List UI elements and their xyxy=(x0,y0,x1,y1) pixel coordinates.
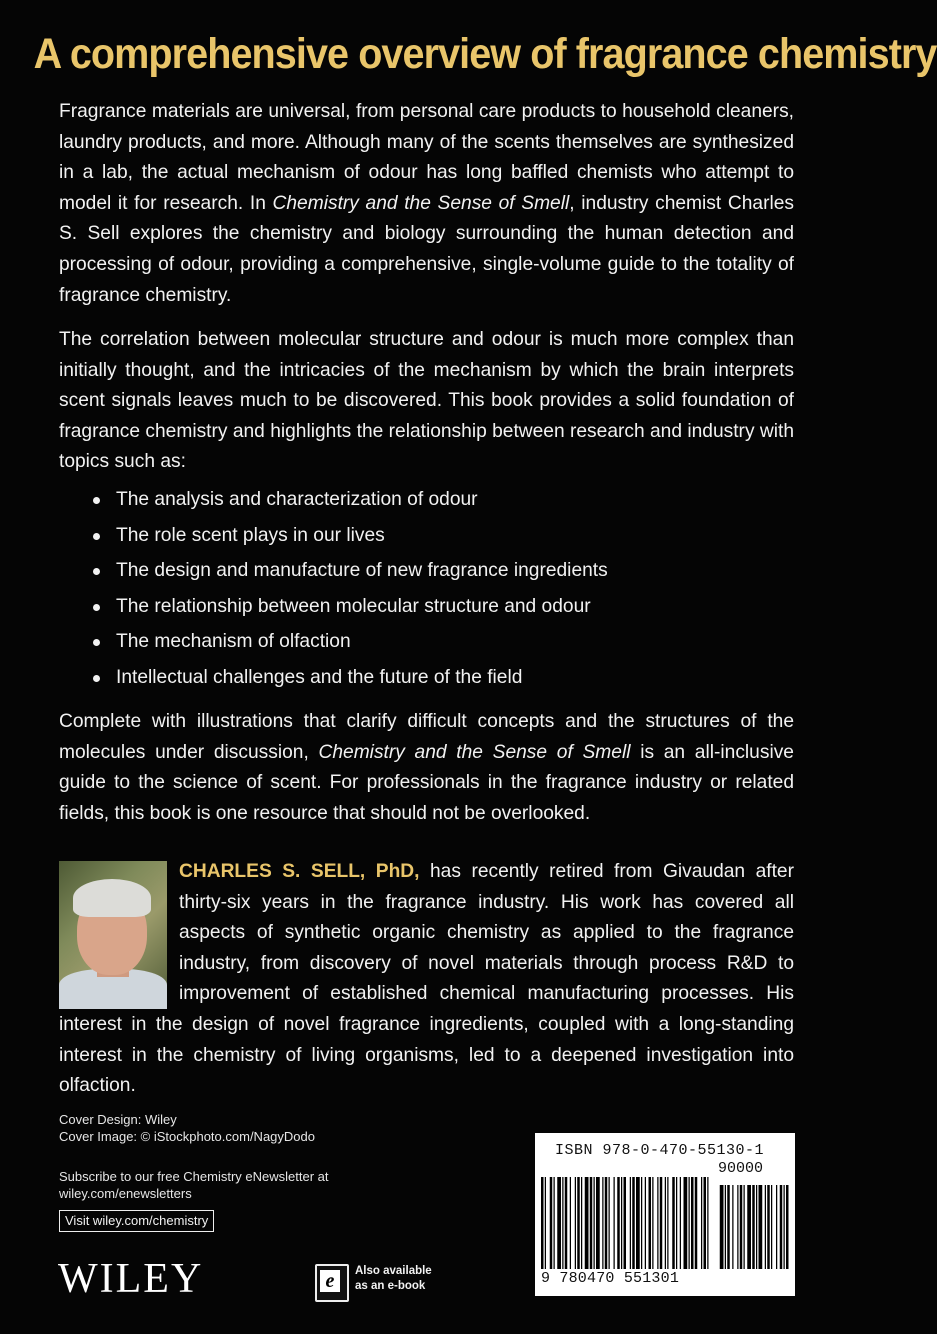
topic-text: The design and manufacture of new fragrance ingredients xyxy=(116,560,608,582)
paragraph-3-text-a: Complete with illustrations that clarify difficult concepts and the structures of the molecules under discussion, xyxy=(59,711,794,763)
addon-bar xyxy=(786,1185,789,1269)
addon-bar xyxy=(784,1185,785,1269)
addon-bar xyxy=(780,1185,783,1269)
author-bio-text: has recently retired from Givaudan after thirty-six years in the fragrance industry. His work has covered all aspects of synthetic organic chemistry as applied to the fragrance industry, from discovery of novel materials through process R&D to improvement of established chemical manufacturing processes. His interest in the design of novel fragrance ingredients, coupled with a long-standing interest in the chemistry of living organisms, led to a deepened investigation into olfaction. xyxy=(59,861,794,1097)
barcode-bar xyxy=(676,1177,677,1269)
bullet-icon xyxy=(93,533,100,540)
barcode-bar xyxy=(550,1177,553,1269)
barcode-bar xyxy=(554,1177,555,1269)
author-photo xyxy=(59,861,167,997)
addon-bar xyxy=(727,1185,730,1269)
barcode-bar xyxy=(575,1177,576,1269)
barcode-bar xyxy=(590,1177,593,1269)
bullet-icon xyxy=(93,639,100,646)
barcode-bar xyxy=(614,1177,615,1269)
barcode-bar xyxy=(585,1177,589,1269)
barcode-bar xyxy=(704,1177,707,1269)
ebook-notice-line-1: Also available xyxy=(355,1265,432,1277)
topic-item xyxy=(92,553,792,589)
paragraph-1-text-a: Fragrance materials are universal, from personal care products to household cleaners, laundry products, and more. Although many of the scents themselves are synthesized in a lab, the actual mechanism of odour has long baffled chemists who attempt to model it for research. In xyxy=(59,101,794,214)
barcode-bar xyxy=(665,1177,666,1269)
addon-bar xyxy=(744,1185,745,1269)
author-name: CHARLES S. SELL, PhD, xyxy=(179,861,420,882)
topics-list xyxy=(92,482,792,696)
addon-bar xyxy=(759,1185,763,1269)
isbn-number: ISBN 978-0-470-55130-1 xyxy=(555,1142,765,1159)
addon-bar xyxy=(740,1185,743,1269)
book-title-italic: Chemistry and the Sense of Smell xyxy=(272,192,570,214)
barcode-bar xyxy=(541,1177,544,1269)
ebook-icon-letter: e xyxy=(320,1270,340,1292)
barcode-bar xyxy=(636,1177,640,1269)
barcode-digits: 9 780470 551301 xyxy=(541,1270,680,1287)
barcode-bar xyxy=(649,1177,652,1269)
topic-item xyxy=(92,482,792,518)
barcode-bar xyxy=(645,1177,646,1269)
cover-design-credit: Cover Design: Wiley xyxy=(59,1112,177,1127)
barcode-bar xyxy=(602,1177,603,1269)
newsletter-line-1: Subscribe to our free Chemistry eNewsletter at xyxy=(59,1169,329,1184)
topic-item xyxy=(92,518,792,554)
addon-bar xyxy=(747,1185,751,1269)
bullet-icon xyxy=(93,497,100,504)
barcode-bar xyxy=(684,1177,688,1269)
barcode-bar xyxy=(596,1177,600,1269)
barcode-bar xyxy=(689,1177,690,1269)
ebook-notice-line-2: as an e-book xyxy=(355,1280,426,1292)
topic-item xyxy=(92,660,792,696)
barcode-bar xyxy=(680,1177,681,1269)
addon-bar xyxy=(756,1185,757,1269)
topic-text: The analysis and characterization of odour xyxy=(116,489,478,510)
topic-item xyxy=(92,624,792,660)
barcode-bars xyxy=(541,1177,789,1269)
barcode-bar xyxy=(652,1177,653,1269)
bullet-icon xyxy=(93,604,100,611)
book-title-italic: Chemistry and the Sense of Smell xyxy=(318,741,631,763)
barcode-bar xyxy=(605,1177,608,1269)
barcode-bar xyxy=(660,1177,663,1269)
barcode-bar xyxy=(565,1177,568,1269)
barcode-bar xyxy=(695,1177,698,1269)
barcode-bar xyxy=(577,1177,580,1269)
price-addon-code: 90000 xyxy=(718,1160,764,1177)
addon-bar xyxy=(776,1185,777,1269)
topic-text: The mechanism of olfaction xyxy=(116,631,351,653)
newsletter-link[interactable]: wiley.com/enewsletters xyxy=(59,1186,192,1201)
barcode-bar xyxy=(609,1177,610,1269)
barcode-bar xyxy=(594,1177,595,1269)
barcode-bar xyxy=(667,1177,668,1269)
barcode-bar xyxy=(691,1177,694,1269)
addon-bar xyxy=(732,1185,733,1269)
barcode-bar xyxy=(657,1177,658,1269)
description-paragraph-2: The correlation between molecular structure and odour is much more complex than initially thought, and the intricacies of the mechanism by which the brain interprets scent signals leaves much to be discovered. This book provides a solid foundation of fragrance chemistry and highlights the relationship between research and industry with topics such as: xyxy=(59,329,794,473)
addon-bar xyxy=(771,1185,772,1269)
barcode-bar xyxy=(545,1177,546,1269)
topic-text: Intellectual challenges and the future of the field xyxy=(116,666,523,688)
addon-bar xyxy=(765,1185,766,1269)
bullet-icon xyxy=(93,568,100,575)
paragraph-1-text-b: , industry chemist Charles S. Sell explores the chemistry and biology surrounding the human detection and processing of odour, providing a comprehensive, single-volume guide to the totality of fragrance chemistry. xyxy=(59,192,794,306)
barcode-bar xyxy=(557,1177,561,1269)
topic-text: The role scent plays in our lives xyxy=(116,524,385,546)
addon-bar xyxy=(767,1185,770,1269)
barcode-bar xyxy=(581,1177,582,1269)
addon-bar xyxy=(752,1185,755,1269)
addon-bar xyxy=(737,1185,738,1269)
visit-website-link[interactable]: Visit wiley.com/chemistry xyxy=(59,1210,214,1232)
barcode-bar xyxy=(617,1177,620,1269)
description-paragraph-3 xyxy=(59,707,794,829)
ebook-icon xyxy=(315,1264,349,1302)
barcode-bar xyxy=(641,1177,642,1269)
headline: A comprehensive overview of fragrance chemistry xyxy=(33,30,937,78)
description-paragraph-1 xyxy=(59,97,794,311)
barcode-bar xyxy=(672,1177,675,1269)
topic-text: The relationship between molecular structure and odour xyxy=(116,595,591,617)
wiley-logo: WILEY xyxy=(58,1256,204,1302)
topic-item xyxy=(92,589,792,625)
bullet-icon xyxy=(93,675,100,682)
addon-bar xyxy=(725,1185,726,1269)
cover-credits xyxy=(59,1111,315,1145)
addon-bar xyxy=(720,1185,724,1269)
isbn-barcode xyxy=(535,1133,795,1296)
barcode-bar xyxy=(707,1177,708,1269)
paragraph-3-text-b: is an all-inclusive guide to the science of scent. For professionals in the fragrance industry or related fields, this book is one resource that should not be overlooked. xyxy=(59,741,794,824)
cover-image-credit: Cover Image: © iStockphoto.com/NagyDodo xyxy=(59,1129,315,1144)
author-bio xyxy=(59,857,794,1102)
barcode-bar xyxy=(630,1177,631,1269)
barcode-bar xyxy=(562,1177,563,1269)
barcode-bar xyxy=(624,1177,627,1269)
barcode-bar xyxy=(621,1177,622,1269)
newsletter-text xyxy=(59,1168,329,1202)
barcode-bar xyxy=(632,1177,635,1269)
ebook-notice xyxy=(355,1264,432,1294)
barcode-bar xyxy=(701,1177,702,1269)
barcode-bar xyxy=(570,1177,571,1269)
